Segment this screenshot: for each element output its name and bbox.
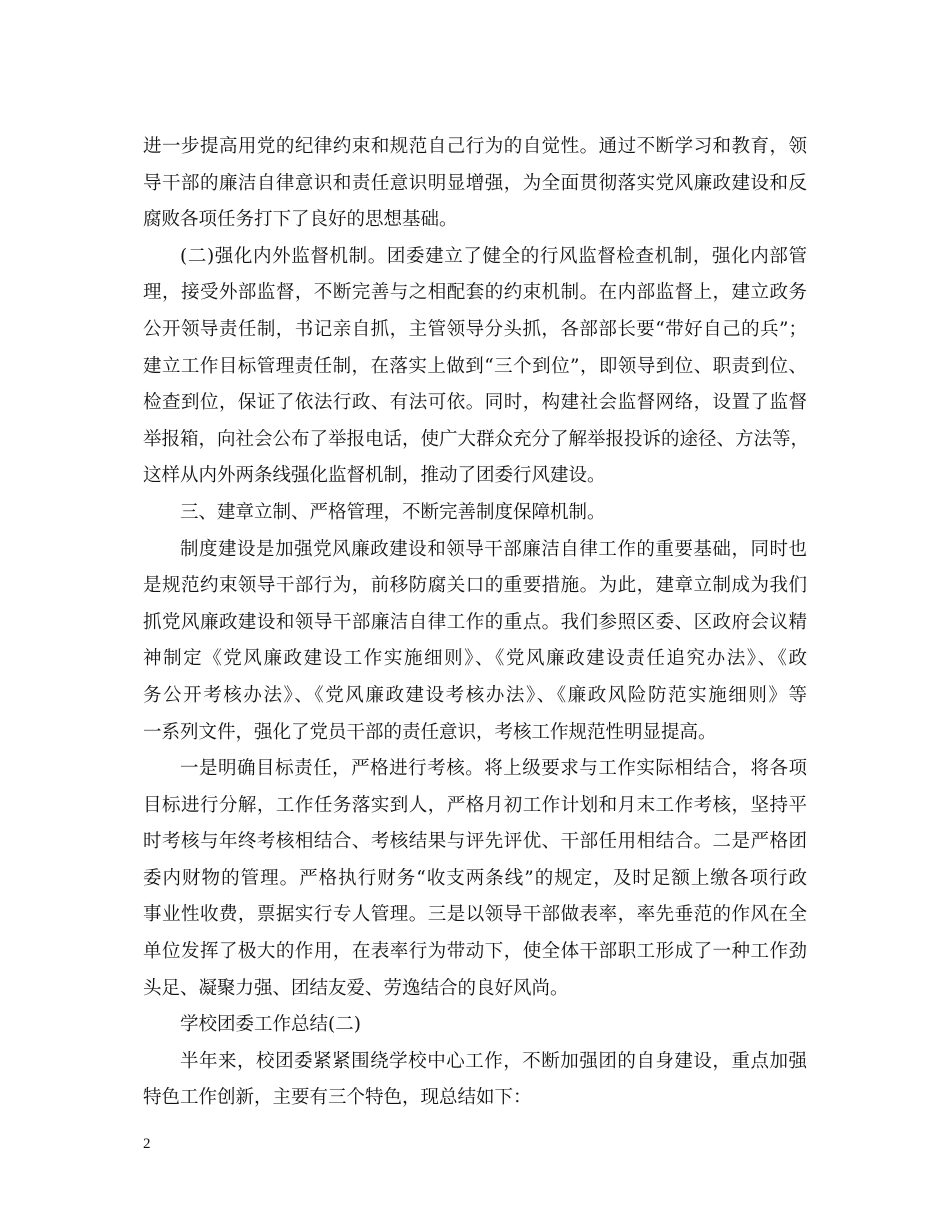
text-line: 制度建设是加强党风廉政建设和领导干部廉洁自律工作的重要基础，同时也 [180, 538, 807, 560]
text-line: 一系列文件，强化了党员干部的责任意识，考核工作规范性明显提高。 [143, 721, 717, 743]
text-line: 理，接受外部监督，不断完善与之相配套的约束机制。在内部监督上，建立政务 [143, 282, 807, 304]
text-line: 是规范约束领导干部行为，前移防腐关口的重要措施。为此，建章立制成为我们 [143, 575, 807, 597]
text-line: 建立工作目标管理责任制，在落实上做到“三个到位”，即领导到位、职责到位、 [143, 355, 807, 377]
text-line: 检查到位，保证了依法行政、有法可依。同时，构建社会监督网络，设置了监督 [143, 392, 807, 414]
document-body [143, 129, 810, 1117]
text-line: 神制定《党风廉政建设工作实施细则》、《党风廉政建设责任追究办法》、《政 [143, 648, 807, 670]
text-line: 导干部的廉洁自律意识和责任意识明显增强，为全面贯彻落实党风廉政建设和反 [143, 172, 807, 194]
text-line: 腐败各项任务打下了良好的思想基础。 [143, 209, 458, 231]
text-line: 时考核与年终考核相结合、考核结果与评先评优、干部任用相结合。二是严格团 [143, 831, 807, 853]
text-line: 委内财物的管理。严格执行财务“收支两条线”的规定，及时足额上缴各项行政 [143, 867, 807, 889]
text-line: (二)强化内外监督机制。团委建立了健全的行风监督检查机制，强化内部管 [180, 245, 807, 267]
text-line: 学校团委工作总结(二) [180, 1014, 361, 1036]
text-line: 公开领导责任制，书记亲自抓，主管领导分头抓，各部部长要“带好自己的兵”； [143, 318, 807, 340]
text-line: 事业性收费，票据实行专人管理。三是以领导干部做表率，率先垂范的作风在全 [143, 904, 807, 926]
text-line: 半年来，校团委紧紧围绕学校中心工作，不断加强团的自身建设，重点加强 [180, 1050, 807, 1072]
text-line: 头足、凝聚力强、团结友爱、劳逸结合的良好风尚。 [143, 977, 569, 999]
text-line: 目标进行分解，工作任务落实到人，严格月初工作计划和月末工作考核，坚持平 [143, 794, 807, 816]
text-line: 这样从内外两条线强化监督机制，推动了团委行风建设。 [143, 465, 606, 487]
text-line: 一是明确目标责任，严格进行考核。将上级要求与工作实际相结合，将各项 [180, 758, 807, 780]
text-line: 单位发挥了极大的作用，在表率行为带动下，使全体干部职工形成了一种工作劲 [143, 941, 807, 963]
page-number: 2 [143, 1136, 151, 1152]
text-line: 抓党风廉政建设和领导干部廉洁自律工作的重点。我们参照区委、区政府会议精 [143, 611, 807, 633]
text-line: 举报箱，向社会公布了举报电话，使广大群众充分了解举报投诉的途径、方法等， [143, 428, 810, 450]
text-line: 进一步提高用党的纪律约束和规范自己行为的自觉性。通过不断学习和教育，领 [143, 136, 807, 157]
text-line: 三、建章立制、严格管理，不断完善制度保障机制。 [180, 501, 606, 523]
text-line: 务公开考核办法》、《党风廉政建设考核办法》、《廉政风险防范实施细则》等 [143, 684, 807, 706]
text-line: 特色工作创新，主要有三个特色，现总结如下： [143, 1087, 532, 1109]
